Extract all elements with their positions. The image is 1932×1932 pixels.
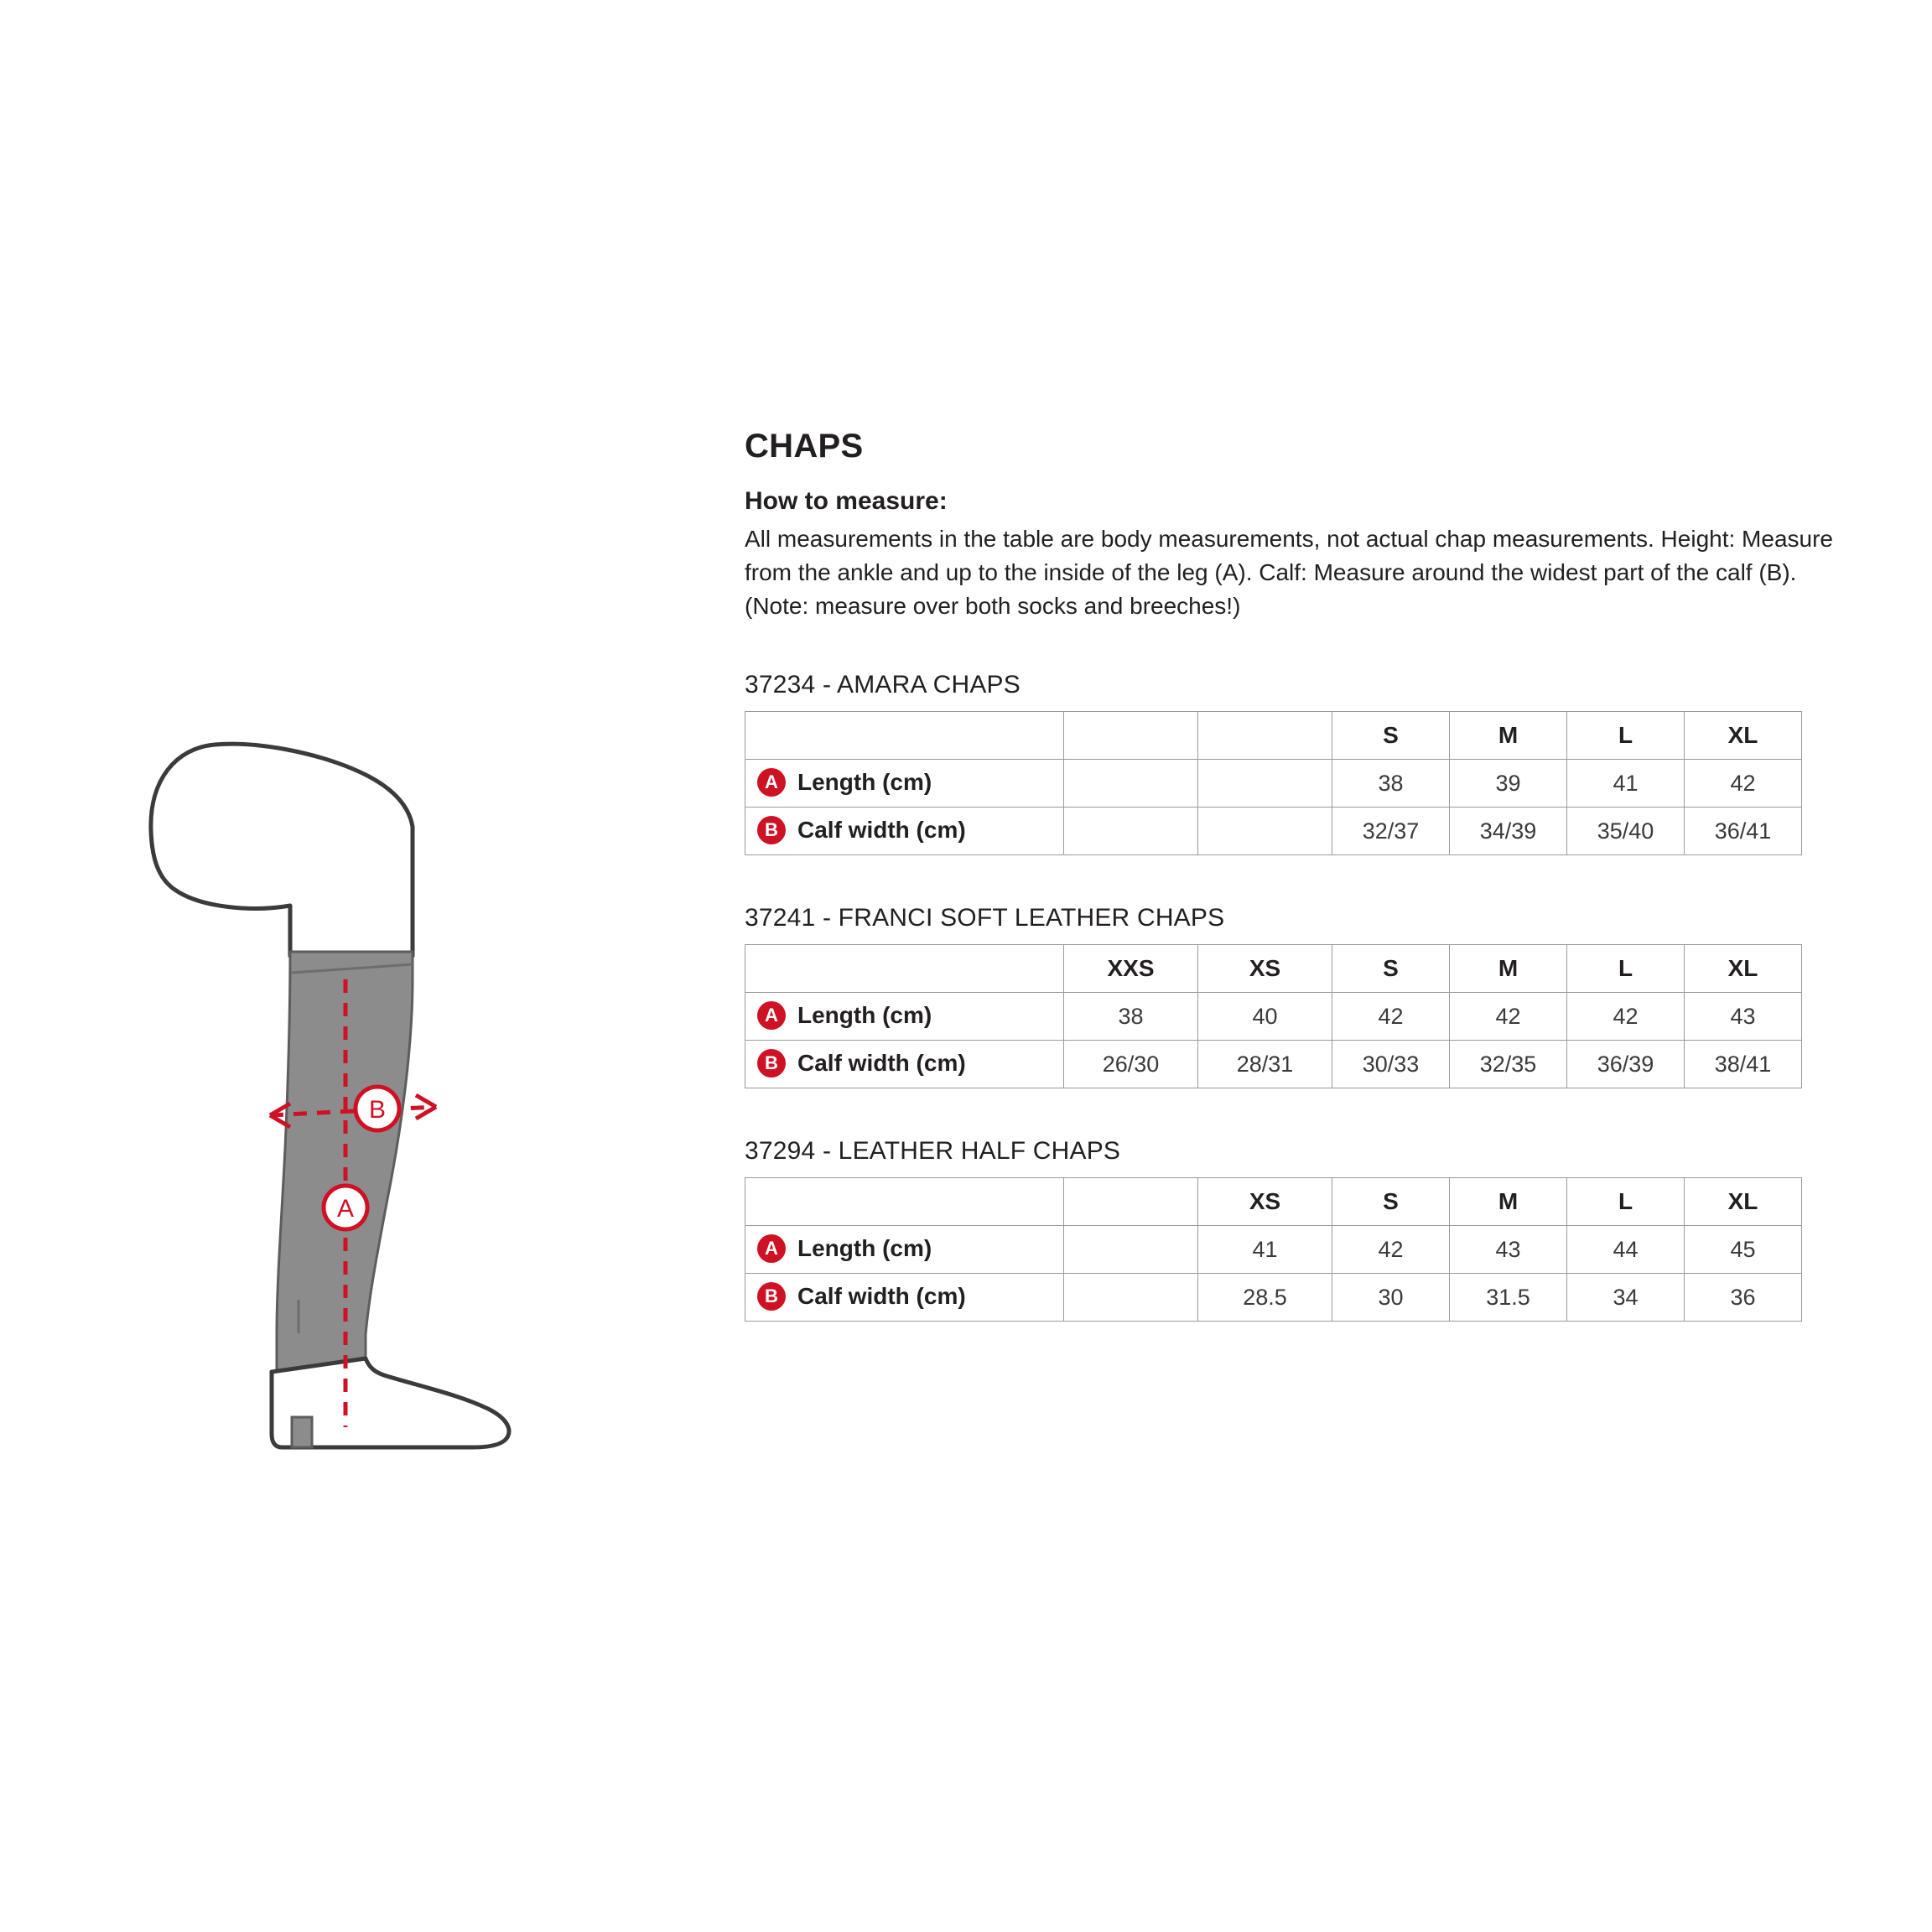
measurement-row-label bbox=[745, 1226, 1064, 1274]
empty-cell bbox=[1064, 1226, 1198, 1274]
measurement-value-cell: 41 bbox=[1198, 1226, 1332, 1274]
page-title: CHAPS bbox=[745, 428, 864, 465]
empty-cell bbox=[1198, 760, 1332, 808]
empty-header-cell bbox=[1198, 712, 1332, 760]
empty-header-cell bbox=[1064, 1178, 1198, 1226]
size-section bbox=[745, 671, 1835, 855]
measurement-value-cell: 42 bbox=[1567, 993, 1685, 1041]
size-table bbox=[745, 1177, 1802, 1322]
measurement-value-cell: 43 bbox=[1685, 993, 1802, 1041]
size-column-header: L bbox=[1567, 1178, 1685, 1226]
size-column-header: XS bbox=[1198, 945, 1332, 993]
thigh-outline bbox=[151, 744, 413, 956]
size-section-title: 37294 - LEATHER HALF CHAPS bbox=[745, 1137, 1121, 1166]
measurement-value-cell: 42 bbox=[1332, 1226, 1450, 1274]
marker-b-label: B bbox=[368, 1096, 387, 1124]
measurement-value-cell: 28.5 bbox=[1198, 1274, 1332, 1322]
measurement-badge-icon: B bbox=[757, 816, 786, 844]
table-header-row bbox=[745, 712, 1802, 760]
measurement-value-cell: 31.5 bbox=[1450, 1274, 1567, 1322]
measurement-value-cell: 32/37 bbox=[1332, 808, 1450, 855]
table-row bbox=[745, 1274, 1802, 1322]
measurement-value-cell: 30 bbox=[1332, 1274, 1450, 1322]
size-table bbox=[745, 711, 1802, 855]
measurement-label-text: Calf width (cm) bbox=[797, 1049, 966, 1076]
measurement-row-label bbox=[745, 1041, 1064, 1088]
measurement-row-label bbox=[745, 808, 1064, 855]
how-to-measure-body: All measurements in the table are body measurements, not actual chap measurements. Height: Measure from the ankle and up to the inside of the leg (A). Calf: Measure around the widest part of the calf (B). (Note: measure over both socks and breeches!) bbox=[745, 526, 1833, 619]
chaps-measurement-illustration bbox=[117, 696, 654, 1535]
measurement-value-cell: 36/41 bbox=[1685, 808, 1802, 855]
empty-header-cell bbox=[745, 712, 1064, 760]
measurement-value-cell: 36/39 bbox=[1567, 1041, 1685, 1088]
size-section-title: 37234 - AMARA CHAPS bbox=[745, 671, 1021, 699]
measurement-label-text: Calf width (cm) bbox=[797, 816, 966, 843]
measurement-value-cell: 38 bbox=[1332, 760, 1450, 808]
empty-cell bbox=[1064, 1274, 1198, 1322]
size-column-header: S bbox=[1332, 712, 1450, 760]
measurement-badge-icon: B bbox=[757, 1049, 786, 1078]
how-to-measure-heading: How to measure: bbox=[745, 487, 948, 515]
measurement-value-cell: 42 bbox=[1450, 993, 1567, 1041]
size-column-header: XL bbox=[1685, 1178, 1802, 1226]
size-column-header: XS bbox=[1198, 1178, 1332, 1226]
empty-header-cell bbox=[1064, 712, 1198, 760]
measurement-value-cell: 28/31 bbox=[1198, 1041, 1332, 1088]
measurement-value-cell: 45 bbox=[1685, 1226, 1802, 1274]
measurement-row-label bbox=[745, 1274, 1064, 1322]
size-column-header: S bbox=[1332, 945, 1450, 993]
size-section-title: 37241 - FRANCI SOFT LEATHER CHAPS bbox=[745, 904, 1225, 932]
size-guide-content bbox=[745, 428, 1835, 1322]
empty-cell bbox=[1064, 808, 1198, 855]
table-row bbox=[745, 993, 1802, 1041]
size-section bbox=[745, 904, 1835, 1088]
measurement-value-cell: 40 bbox=[1198, 993, 1332, 1041]
table-row bbox=[745, 1226, 1802, 1274]
table-header-row bbox=[745, 1178, 1802, 1226]
table-row bbox=[745, 808, 1802, 855]
measurement-value-cell: 32/35 bbox=[1450, 1041, 1567, 1088]
measurement-label-text: Calf width (cm) bbox=[797, 1282, 966, 1309]
measurement-label-text: Length (cm) bbox=[797, 1001, 932, 1028]
measurement-value-cell: 35/40 bbox=[1567, 808, 1685, 855]
measurement-value-cell: 34/39 bbox=[1450, 808, 1567, 855]
measurement-badge-icon: A bbox=[757, 768, 786, 797]
heel-notch bbox=[292, 1417, 312, 1447]
measurement-badge-icon: B bbox=[757, 1282, 786, 1311]
size-column-header: XL bbox=[1685, 945, 1802, 993]
measurement-value-cell: 42 bbox=[1332, 993, 1450, 1041]
measurement-value-cell: 36 bbox=[1685, 1274, 1802, 1322]
empty-cell bbox=[1064, 760, 1198, 808]
measurement-value-cell: 30/33 bbox=[1332, 1041, 1450, 1088]
measurement-row-label bbox=[745, 760, 1064, 808]
empty-header-cell bbox=[745, 1178, 1064, 1226]
size-column-header: XXS bbox=[1064, 945, 1198, 993]
measurement-value-cell: 43 bbox=[1450, 1226, 1567, 1274]
measurement-value-cell: 42 bbox=[1685, 760, 1802, 808]
measurement-badge-icon: A bbox=[757, 1001, 786, 1030]
size-column-header: M bbox=[1450, 945, 1567, 993]
size-tables-container bbox=[745, 671, 1835, 1322]
measurement-label-text: Length (cm) bbox=[797, 768, 932, 795]
measurement-value-cell: 26/30 bbox=[1064, 1041, 1198, 1088]
size-column-header: M bbox=[1450, 712, 1567, 760]
size-column-header: M bbox=[1450, 1178, 1567, 1226]
table-row bbox=[745, 760, 1802, 808]
measurement-value-cell: 44 bbox=[1567, 1226, 1685, 1274]
measurement-value-cell: 34 bbox=[1567, 1274, 1685, 1322]
size-column-header: XL bbox=[1685, 712, 1802, 760]
size-section bbox=[745, 1137, 1835, 1322]
measurement-value-cell: 41 bbox=[1567, 760, 1685, 808]
marker-a-label: A bbox=[336, 1195, 355, 1223]
size-column-header: L bbox=[1567, 945, 1685, 993]
measurement-value-cell: 39 bbox=[1450, 760, 1567, 808]
measurement-value-cell: 38 bbox=[1064, 993, 1198, 1041]
measurement-value-cell: 38/41 bbox=[1685, 1041, 1802, 1088]
size-column-header: S bbox=[1332, 1178, 1450, 1226]
table-row bbox=[745, 1041, 1802, 1088]
size-table bbox=[745, 944, 1802, 1088]
empty-header-cell bbox=[745, 945, 1064, 993]
empty-cell bbox=[1198, 808, 1332, 855]
size-column-header: L bbox=[1567, 712, 1685, 760]
measurement-row-label bbox=[745, 993, 1064, 1041]
measurement-label-text: Length (cm) bbox=[797, 1234, 932, 1261]
table-header-row bbox=[745, 945, 1802, 993]
measurement-badge-icon: A bbox=[757, 1234, 786, 1263]
